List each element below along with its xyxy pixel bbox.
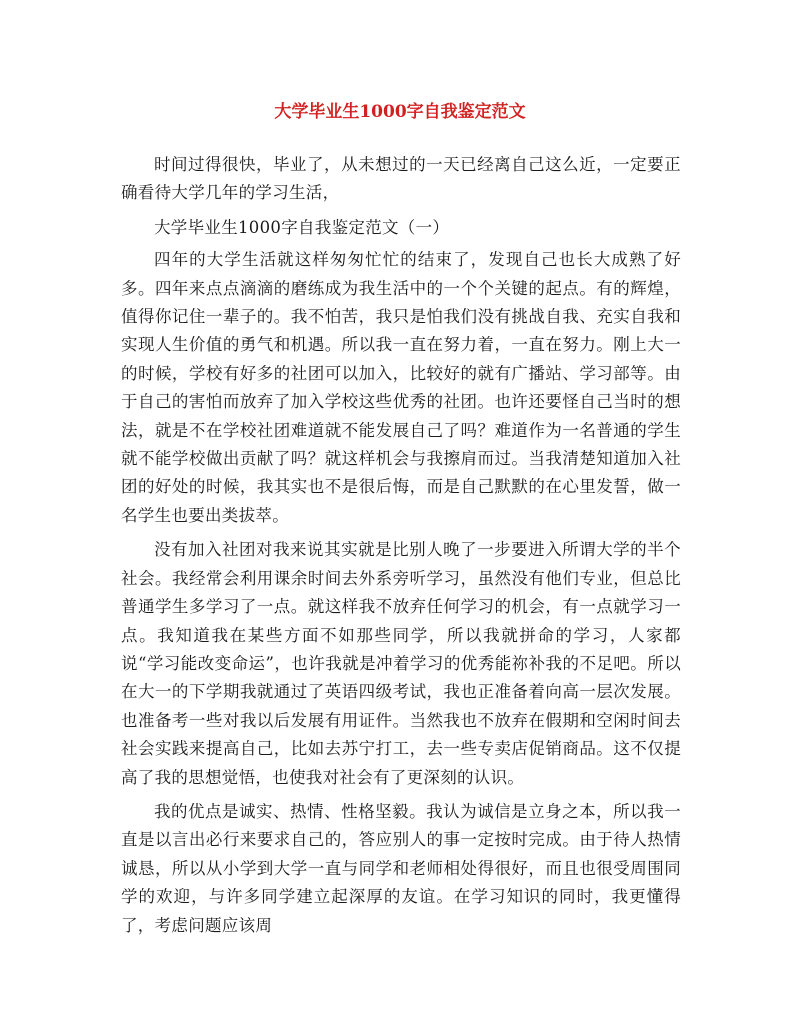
body-paragraph: 没有加入社团对我来说其实就是比别人晚了一步要进入所谓大学的半个社会。我经常会利用课余时间去外系旁听学习，虽然没有他们专业，但总比普通学生多学习了一点。就这样我不放弃任何学习的机会，有一点就学习一点。我知道我在某些方面不如那些同学，所以我就拼命的学习，人家都说“学习能改变命运”，也许我就是冲着学习的优秀能祢补我的不足吧。所以在大一的下学期我就通过了英语四级考试，我也正准备着向高一层次发展。也准备考一些对我以后发展有用证件。当然我也不放弃在假期和空闲时间去社会实践来提高自己，比如去苏宁打工，去一些专卖店促销商品。这不仅提高了我的思想觉悟，也使我对社会有了更深刻的认识。 bbox=[121, 540, 681, 787]
document-body bbox=[121, 151, 681, 946]
body-paragraph: 四年的大学生活就这样匆匆忙忙的结束了，发现自己也长大成熟了好多。四年来点点滴滴的磨练成为我生活中的一个个关键的起点。有的辉煌，值得你记住一辈子的。我不怕苦，我只是怕我们没有挑战自我、充实自我和实现人生价值的勇气和机遇。所以我一直在努力着，一直在努力。刚上大一的时候，学校有好多的社团可以加入，比较好的就有广播站、学习部等。由于自己的害怕而放弃了加入学校这些优秀的社团。也许还要怪自己当时的想法，就是不在学校社团难道就不能发展自己了吗？难道作为一名普通的学生就不能学校做出贡献了吗？就这样机会与我擦肩而过。当我清楚知道加入社团的好处的时候，我其实也不是很后悔，而是自己默默的在心里发誓，做一名学生也要出类拔萃。 bbox=[121, 250, 681, 525]
document-title: 大学毕业生1000字自我鉴定范文 bbox=[274, 102, 526, 122]
intro-paragraph: 时间过得很快，毕业了，从未想过的一天已经离自己这么近，一定要正确看待大学几年的学习生活， bbox=[121, 155, 681, 203]
section-heading: 大学毕业生1000字自我鉴定范文（一） bbox=[154, 217, 450, 237]
body-paragraph: 我的优点是诚实、热情、性格坚毅。我认为诚信是立身之本，所以我一直是以言出必行来要求自己的，答应别人的事一定按时完成。由于待人热情诚恳，所以从小学到大学一直与同学和老师相处得很好，而且也很受周围同学的欢迎，与许多同学建立起深厚的友谊。在学习知识的同时，我更懂得了，考虑问题应该周 bbox=[121, 801, 681, 935]
